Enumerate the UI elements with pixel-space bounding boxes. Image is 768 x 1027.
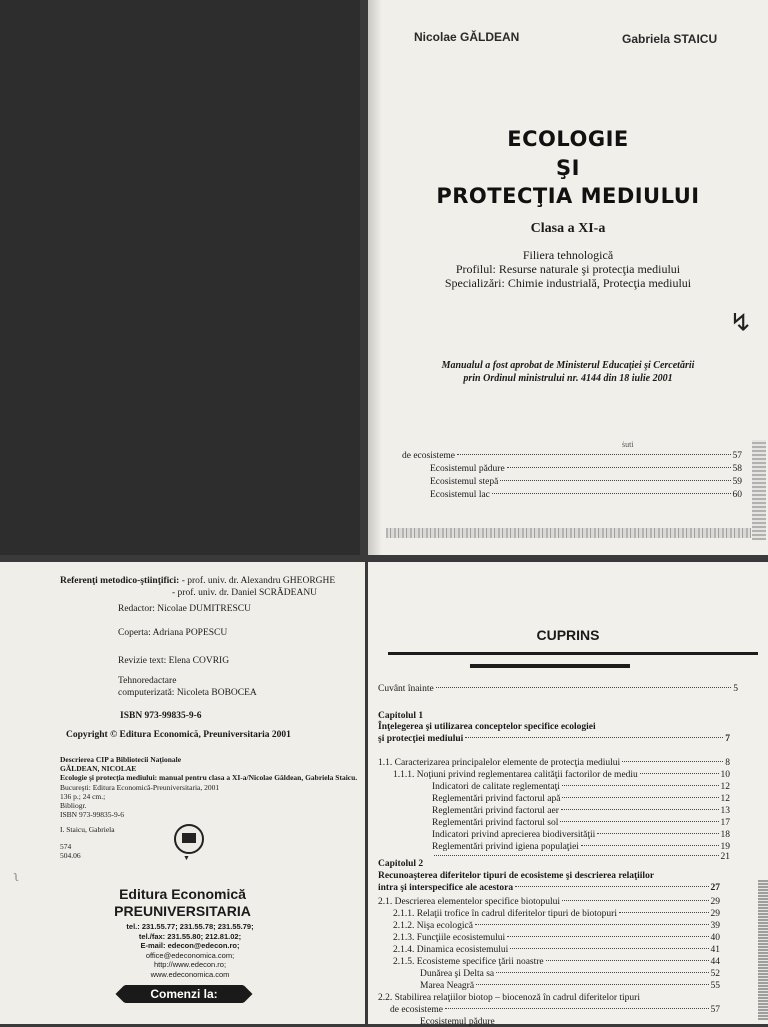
scan-background-top-left bbox=[0, 0, 360, 555]
contact-line: www.edeconomica.com bbox=[150, 969, 230, 979]
toc-entry bbox=[378, 897, 720, 907]
contact-line: office@edeconomica.com; bbox=[145, 950, 235, 960]
toc-entry-page: 57 bbox=[710, 1005, 720, 1015]
toc-leader-dots bbox=[619, 912, 709, 913]
toc-entry-page: 12 bbox=[720, 794, 730, 804]
book-title-line-3: PROTECŢIA MEDIULUI bbox=[436, 184, 700, 208]
class-level: Clasa a XI-a bbox=[530, 221, 606, 236]
toc-entry-label: Reglementări privind factorul aer bbox=[432, 806, 559, 816]
book-title-line-1: ECOLOGIE bbox=[507, 127, 629, 151]
contact-line: tel./fax: 231.55.80; 212.81.02; bbox=[138, 931, 242, 941]
bleed-page: 60 bbox=[732, 490, 742, 500]
toc-entry-page: 27 bbox=[710, 883, 720, 893]
publisher-name: Editura Economică bbox=[119, 886, 246, 902]
publisher-logo-icon bbox=[174, 824, 204, 854]
toc-entry-label: 2.1.5. Ecosisteme specifice ţării noastre bbox=[393, 957, 544, 967]
toc-entry-label: Reglementări privind factorul sol bbox=[432, 818, 559, 828]
toc-entry-label: Recunoaşterea diferitelor tipuri de ecosisteme şi descrierea relaţiilor bbox=[378, 871, 655, 881]
cip-coauthor: I. Staicu, Gabriela bbox=[60, 825, 115, 834]
toc-entry bbox=[420, 1017, 495, 1027]
referenti-line-1 bbox=[60, 576, 335, 586]
scan-edge-noise bbox=[752, 440, 766, 540]
toc-entry-label: Indicatori de calitate reglementaţi bbox=[432, 782, 560, 792]
bleed-label: Ecosistemul lac bbox=[430, 490, 490, 500]
title-rule-short bbox=[470, 664, 630, 668]
toc-entry bbox=[432, 830, 730, 840]
toc-entry-label: Dunărea şi Delta sa bbox=[420, 969, 495, 979]
toc-entry bbox=[378, 993, 640, 1003]
toc-leader-dots bbox=[560, 821, 718, 822]
bleed-row-2 bbox=[430, 464, 742, 474]
toc-entry bbox=[432, 794, 730, 804]
toc-entry bbox=[393, 921, 720, 931]
toc-entry bbox=[393, 770, 730, 780]
toc-entry-label: intra şi interspecifice ale acestora bbox=[378, 883, 514, 893]
toc-entry-page: 13 bbox=[720, 806, 730, 816]
bleed-label: de ecosisteme bbox=[402, 451, 456, 461]
tehnoredactare-2: computerizată: Nicoleta BOBOCEA bbox=[118, 688, 257, 698]
toc-entry bbox=[393, 945, 720, 955]
scan-noise-strip bbox=[386, 528, 751, 538]
cip-block bbox=[60, 755, 357, 819]
toc-leader-dots bbox=[581, 845, 719, 846]
toc-entry-label: 2.1.4. Dinamica ecosistemului bbox=[393, 945, 509, 955]
toc-entry bbox=[420, 969, 720, 979]
toc-leader-dots bbox=[445, 1008, 708, 1009]
isbn: ISBN 973-99835-9-6 bbox=[120, 711, 202, 721]
toc-entry-page: 55 bbox=[710, 981, 720, 991]
toc-entry bbox=[432, 806, 730, 816]
toc-entry-label: Marea Neagră bbox=[420, 981, 475, 991]
toc-entry-label: şi protecţiei mediului bbox=[378, 734, 464, 744]
bleed-page: 58 bbox=[732, 464, 742, 474]
toc-entry bbox=[378, 734, 730, 744]
toc-entry-page: 40 bbox=[710, 933, 720, 943]
toc-leader-dots bbox=[515, 886, 708, 887]
cip-line: GĂLDEAN, NICOLAE bbox=[60, 764, 137, 774]
redactor: Redactor: Nicolae DUMITRESCU bbox=[118, 604, 251, 614]
toc-entry-label: Cuvânt înainte bbox=[378, 684, 434, 694]
pen-mark: ↯ bbox=[727, 306, 755, 340]
toc-entry-page: 21 bbox=[720, 852, 730, 862]
toc-entry-label: Indicatori privind aprecierea biodiversităţii bbox=[432, 830, 596, 840]
tehnoredactare-1: Tehnoredactare bbox=[118, 676, 177, 686]
toc-entry-page: 39 bbox=[710, 921, 720, 931]
toc-entry-label: 1.1. Caracterizarea principalelor elemente de protecţia mediului bbox=[378, 758, 621, 768]
toc-leader-dots bbox=[436, 687, 732, 688]
toc-leader-dots bbox=[475, 924, 709, 925]
toc-leader-dots bbox=[562, 797, 718, 798]
toc-leader-dots bbox=[640, 773, 719, 774]
toc-entry-label: Reglementări privind factorul apă bbox=[432, 794, 561, 804]
toc-entry-label: Reglementări privind igiena populaţiei bbox=[432, 842, 579, 852]
bleed-page: 59 bbox=[732, 477, 742, 487]
referent-1: - prof. univ. dr. Alexandru GHEORGHE bbox=[181, 576, 336, 586]
cover-page bbox=[368, 0, 768, 555]
cip-line: Ecologie şi protecţia mediului: manual pentru clasa a XI-a/Nicolae Găldean, Gabriela Staicu. bbox=[60, 773, 358, 783]
toc-entry bbox=[393, 957, 720, 967]
author-1: Nicolae GĂLDEAN bbox=[414, 30, 520, 44]
toc-entry-label: 2.2. Stabilirea relaţiilor biotop – biocenoză în cadrul diferitelor tipuri bbox=[378, 993, 640, 1003]
toc-entry bbox=[393, 909, 720, 919]
toc-entry bbox=[393, 933, 720, 943]
toc-entry bbox=[432, 782, 730, 792]
toc-leader-dots bbox=[465, 737, 723, 738]
cip-line: Bibliogr. bbox=[60, 801, 87, 811]
toc-entry-page: 44 bbox=[710, 957, 720, 967]
approval-line-1: Manualul a fost aprobat de Ministerul Educaţiei şi Cercetării bbox=[441, 360, 695, 371]
toc-entry-page: 18 bbox=[720, 830, 730, 840]
toc-entry-page: 10 bbox=[720, 770, 730, 780]
copyright: Copyright © Editura Economică, Preuniversitaria 2001 bbox=[66, 730, 291, 740]
toc-entry bbox=[420, 981, 720, 991]
contact-line: tel.: 231.55.77; 231.55.78; 231.55.79; bbox=[126, 922, 254, 931]
publisher-contact bbox=[0, 922, 380, 979]
bleed-label: Ecosistemul pădure bbox=[430, 464, 505, 474]
udc-1: 574 bbox=[60, 842, 72, 851]
cip-line: Bucureşti: Editura Economică-Preuniversitaria, 2001 bbox=[60, 782, 220, 792]
toc-entry bbox=[378, 871, 654, 881]
referenti-label: Referenţi metodico-ştiinţifici: bbox=[60, 576, 180, 586]
order-banner: Comenzi la: bbox=[124, 985, 244, 1003]
publisher-imprint: PREUNIVERSITARIA bbox=[114, 903, 251, 919]
contact-line: E-mail: edecon@edecon.ro; bbox=[140, 941, 240, 950]
cip-line: ISBN 973-99835-9-6 bbox=[60, 810, 124, 820]
title-rule bbox=[388, 652, 758, 655]
toc-entry-page: 7 bbox=[725, 734, 730, 744]
toc-leader-dots bbox=[496, 972, 708, 973]
toc-entry-label: 2.1.1. Relaţii trofice în cadrul diferitelor tipuri de biotopuri bbox=[393, 909, 617, 919]
toc-leader-dots bbox=[510, 948, 708, 949]
margin-scribble: ʅ bbox=[14, 870, 20, 884]
contact-line: http://www.edecon.ro; bbox=[153, 960, 227, 969]
toc-entry bbox=[378, 722, 596, 732]
toc-entry bbox=[378, 883, 720, 893]
toc-entry bbox=[432, 852, 730, 862]
toc-leader-dots bbox=[562, 900, 708, 901]
specializari: Specializări: Chimie industrială, Protecţia mediului bbox=[444, 276, 692, 290]
book-title-line-2: ŞI bbox=[556, 156, 580, 180]
udc-2: 504.06 bbox=[60, 851, 81, 860]
toc-entry-page: 8 bbox=[725, 758, 730, 768]
toc-entry bbox=[378, 711, 423, 721]
toc-entry bbox=[378, 758, 730, 768]
author-2: Gabriela STAICU bbox=[622, 32, 718, 46]
toc-leader-dots bbox=[507, 936, 708, 937]
stray-mark: ṡuti bbox=[622, 440, 634, 449]
toc-entry-page: 19 bbox=[720, 842, 730, 852]
toc-title: CUPRINS bbox=[536, 627, 600, 643]
toc-entry-page: 29 bbox=[710, 909, 720, 919]
toc-entry-label: Înţelegerea şi utilizarea conceptelor specifice ecologiei bbox=[378, 722, 596, 732]
toc-leader-dots bbox=[622, 761, 723, 762]
filiera: Filiera tehnologică bbox=[522, 248, 614, 262]
toc-entry-page: 29 bbox=[710, 897, 720, 907]
toc-entry bbox=[432, 818, 730, 828]
revizie: Revizie text: Elena COVRIG bbox=[118, 656, 230, 666]
toc-entry bbox=[378, 859, 423, 869]
bleed-label: Ecosistemul stepă bbox=[430, 477, 499, 487]
coperta: Coperta: Adriana POPESCU bbox=[118, 628, 228, 638]
bleed-row-3 bbox=[430, 477, 742, 487]
toc-entry bbox=[432, 842, 730, 852]
cip-line: 136 p.; 24 cm.; bbox=[60, 791, 106, 801]
bleed-row-4 bbox=[430, 490, 742, 500]
toc-entry-label: de ecosisteme bbox=[390, 1005, 444, 1015]
toc-entry-page: 17 bbox=[720, 818, 730, 828]
toc-entry-page: 5 bbox=[733, 684, 738, 694]
toc-entry-label: 1.1.1. Noţiuni privind reglementarea calităţii factorilor de mediu bbox=[393, 770, 638, 780]
bleed-row-1 bbox=[402, 451, 742, 461]
toc-entry bbox=[390, 1005, 720, 1015]
toc-entry-page: 41 bbox=[710, 945, 720, 955]
toc-leader-dots bbox=[546, 960, 709, 961]
toc-leader-dots bbox=[562, 785, 719, 786]
toc-leader-dots bbox=[434, 855, 719, 856]
toc-entry-label: Capitolul 1 bbox=[378, 711, 424, 721]
toc-entry-page: 52 bbox=[710, 969, 720, 979]
toc-entry bbox=[378, 684, 738, 694]
toc-entry-label: 2.1. Descrierea elementelor specifice biotopului bbox=[378, 897, 561, 907]
toc-leader-dots bbox=[597, 833, 718, 834]
bleed-page: 57 bbox=[732, 451, 742, 461]
toc-leader-dots bbox=[561, 809, 719, 810]
toc-leader-dots bbox=[476, 984, 708, 985]
logo-arrow-icon: ▼ bbox=[183, 854, 190, 862]
toc-entry-label: 2.1.2. Nişa ecologică bbox=[393, 921, 473, 931]
toc-entry-label: Capitolul 2 bbox=[378, 859, 424, 869]
toc-entry-page: 12 bbox=[720, 782, 730, 792]
referent-2: - prof. univ. dr. Daniel SCRĂDEANU bbox=[172, 588, 318, 598]
toc-entry-label: Ecosistemul pădure bbox=[420, 1017, 495, 1027]
scan-edge-noise bbox=[758, 880, 768, 1020]
cip-line: Descrierea CIP a Bibliotecii Naţionale bbox=[60, 755, 182, 764]
approval-line-2: prin Ordinul ministrului nr. 4144 din 18 iulie 2001 bbox=[463, 373, 673, 384]
profilul: Profilul: Resurse naturale şi protecţia mediului bbox=[455, 262, 681, 276]
toc-entry-label: 2.1.3. Funcţiile ecosistemului bbox=[393, 933, 506, 943]
